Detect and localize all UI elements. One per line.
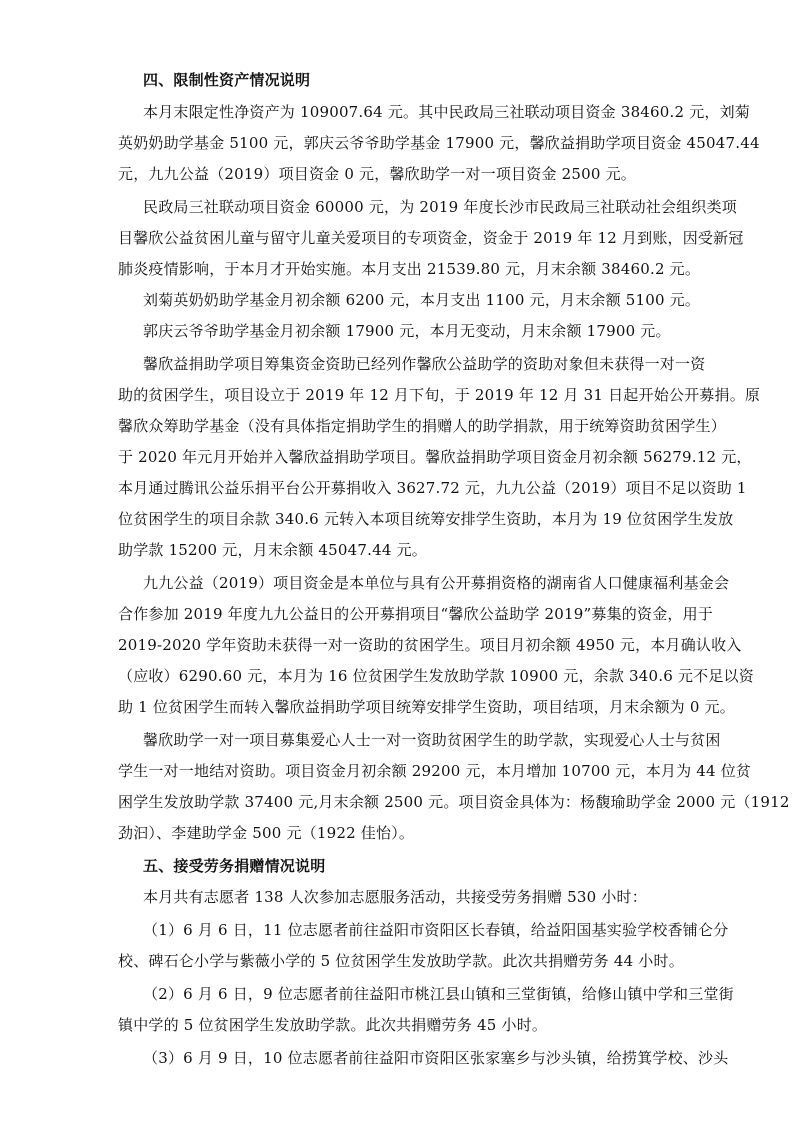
s4-p2-line3: 肺炎疫情影响，于本月才开始实施。本月支出 21539.80 元，月末余额 38460.2 元。 xyxy=(118,260,701,278)
s5-p3-line2: 镇中学的 5 位贫困学生发放助学款。此次共捐赠劳务 45 小时。 xyxy=(118,1016,548,1034)
s4-p2-line1: 民政局三社联动项目资金 60000 元，为 2019 年度长沙市民政局三社联动社会组织类项 xyxy=(143,198,737,216)
s4-p5-line6: 位贫困学生的项目余款 340.6 元转入本项目统筹安排学生资助，本月为 19 位贫困学生发放 xyxy=(118,510,734,528)
s4-p2-line2: 目馨欣公益贫困儿童与留守儿童关爱项目的专项资金，资金于 2019 年 12 月到账，因受新冠 xyxy=(118,229,744,247)
s5-p1-line1: 本月共有志愿者 138 人次参加志愿服务活动，共接受劳务捐赠 530 小时： xyxy=(143,888,647,906)
s4-p5-line2: 助的贫困学生，项目设立于 2019 年 12 月下旬，于 2019 年 12 月 31 日起开始公开募捐。原 xyxy=(118,386,761,404)
s5-p3-line1: （2）6 月 6 日，9 位志愿者前往益阳市桃江县山镇和三堂街镇，给修山镇中学和三堂街 xyxy=(143,985,734,1003)
s4-p1-line3: 元，九九公益（2019）项目资金 0 元，馨欣助学一对一项目资金 2500 元。 xyxy=(118,165,636,183)
s4-p5-line3: 馨欣众筹助学基金（没有具体指定捐助学生的捐赠人的助学捐款，用于统筹资助贫困学生） xyxy=(118,417,727,435)
s4-p1-line2: 英奶奶助学基金 5100 元，郭庆云爷爷助学基金 17900 元，馨欣益捐助学项目资金 45047.44 xyxy=(118,134,760,152)
s5-p2-line2: 校、碑石仑小学与紫薇小学的 5 位贫困学生发放助学款。此次共捐赠劳务 44 小时。 xyxy=(118,952,684,970)
s5-p2-line1: （1）6 月 6 日，11 位志愿者前往益阳市资阳区长春镇，给益阳国基实验学校香铺仑分 xyxy=(143,921,729,939)
s4-p6-line1: 九九公益（2019）项目资金是本单位与具有公开募捐资格的湖南省人口健康福利基金会 xyxy=(143,574,730,592)
s4-p1-line1: 本月末限定性净资产为 109007.64 元。其中民政局三社联动项目资金 38460.2 元，刘菊 xyxy=(143,103,751,121)
s4-p5-line1: 馨欣益捐助学项目筹集资金资助已经列作馨欣公益助学的资助对象但未获得一对一资 xyxy=(143,355,706,373)
s4-p6-line3: 2019-2020 学年资助未获得一对一资助的贫困学生。项目月初余额 4950 元，本月确认收入 xyxy=(118,636,742,654)
s4-p5-line7: 助学款 15200 元，月末余额 45047.44 元。 xyxy=(118,541,427,559)
s5-p4-line1: （3）6 月 9 日，10 位志愿者前往益阳市资阳区张家塞乡与沙头镇，给捞箕学校、沙头 xyxy=(143,1049,729,1067)
s4-p7-line3: 困学生发放助学款 37400 元,月末余额 2500 元。项目资金具体为：杨馥瑜助学金 2000 元（1912 xyxy=(118,793,790,811)
s4-p7-line1: 馨欣助学一对一项目募集爱心人士一对一资助贫困学生的助学款，实现爱心人士与贫困 xyxy=(143,731,721,749)
s4-p6-line5: 助 1 位贫困学生而转入馨欣益捐助学项目统筹安排学生资助，项目结项，月末余额为 0 元。 xyxy=(118,698,735,716)
s4-p4-line1: 郭庆云爷爷助学基金月初余额 17900 元，本月无变动，月末余额 17900 元。 xyxy=(143,322,671,340)
section4-title: 四、限制性资产情况说明 xyxy=(143,71,311,89)
s4-p3-line1: 刘菊英奶奶助学基金月初余额 6200 元，本月支出 1100 元，月末余额 5100 元。 xyxy=(143,291,701,309)
s4-p6-line4: （应收）6290.60 元，本月为 16 位贫困学生发放助学款 10900 元，余款 340.6 元不足以资 xyxy=(118,667,754,685)
s4-p7-line2: 学生一对一地结对资助。项目资金月初余额 29200 元，本月增加 10700 元，本月为 44 位贫 xyxy=(118,762,752,780)
s4-p6-line2: 合作参加 2019 年度九九公益日的公开募捐项目“馨欣公益助学 2019”募集的资金，用于 xyxy=(118,605,713,623)
section5-title: 五、接受劳务捐赠情况说明 xyxy=(143,857,326,875)
s4-p5-line4: 于 2020 年元月开始并入馨欣益捐助学项目。馨欣益捐助学项目资金月初余额 56279.12 元， xyxy=(118,448,752,466)
s4-p7-line4: 劲汩）、李建助学金 500 元（1922 佳怡）。 xyxy=(118,824,415,842)
s4-p5-line5: 本月通过腾讯公益乐捐平台公开募捐收入 3627.72 元，九九公益（2019）项目不足以资助 1 xyxy=(118,479,747,497)
